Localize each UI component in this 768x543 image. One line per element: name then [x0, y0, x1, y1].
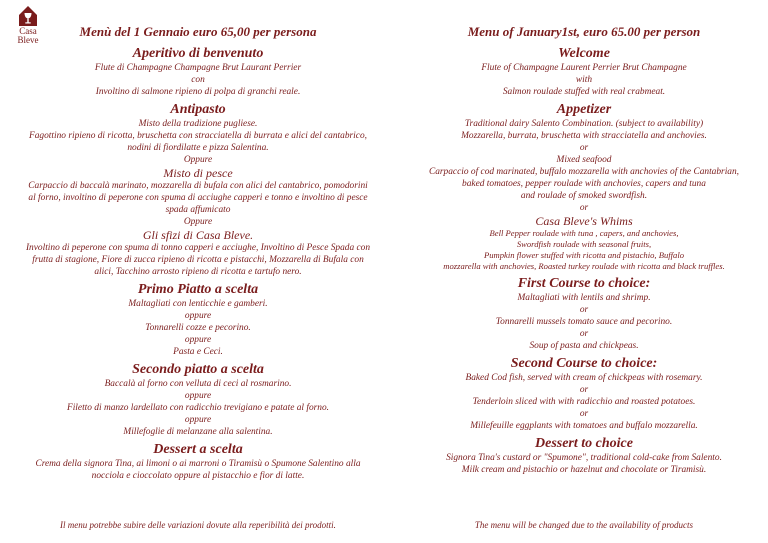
menu-title: Menù del 1 Gennaio euro 65,00 per persona	[79, 24, 317, 39]
sub-heading-misto-di-pesce: Misto di pesce	[163, 166, 233, 180]
menu-line: Flute of Champagne Laurent Perrier Brut Champagne	[481, 63, 687, 73]
menu-line: oppure	[184, 311, 212, 321]
menu-line: Involtino di peperone con spuma di tonno capperi e acciughe, Involtino di Pesce Spada con	[25, 243, 371, 253]
menu-line: Carpaccio di baccalà marinato, mozzarella di bufala con alici del cantabrico, pomodorini	[28, 181, 368, 191]
menu-line: oppure	[184, 391, 212, 401]
section-heading-dessert: Dessert to choice	[535, 436, 633, 451]
menu-line: Millefeuille eggplants with tomatoes and buffalo mozzarella.	[470, 421, 698, 431]
menu-line: Pasta e Ceci.	[173, 347, 223, 357]
menu-line: Tenderloin sliced with with radicchio and roasted potatoes.	[472, 397, 696, 407]
menu-line: or	[579, 203, 589, 213]
menu-line: Bell Pepper roulade with tuna , capers, and anchovies,	[489, 228, 679, 238]
footer-note-italian: Il menu potrebbe subire delle variazioni dovute alla reperibilità dei prodotti.	[60, 520, 336, 530]
menu-line: oppure	[184, 415, 212, 425]
section-heading-first-course: First Course to choice:	[517, 276, 651, 291]
menu-line: or	[579, 329, 589, 339]
section-heading-secondo: Secondo piatto a scelta	[132, 362, 264, 377]
menu-line: Misto della tradizione pugliese.	[138, 119, 258, 129]
menu-line: Oppure	[183, 155, 213, 165]
menu-line: oppure	[184, 335, 212, 345]
menu-line: Tonnarelli mussels tomato sauce and pecorino.	[495, 317, 673, 327]
menu-line: Salmon roulade stuffed with real crabmeat.	[502, 87, 666, 97]
menu-english	[408, 22, 760, 476]
section-heading-appetizer: Appetizer	[556, 102, 612, 117]
menu-line: Maltagliati con lenticchie e gamberi.	[128, 299, 268, 309]
menu-line: Mixed seafood	[556, 155, 612, 165]
section-heading-welcome: Welcome	[558, 46, 610, 61]
menu-title: Menu of January1st, euro 65.00 per person	[467, 24, 701, 39]
menu-line: alici, Tacchino arrosto ripieno di ricotta e tartufo nero.	[94, 267, 302, 277]
menu-line: or	[579, 143, 589, 153]
menu-line: al forno, involtino di peperone con spuma di acciughe capperi e tonno e involtino di pesce	[28, 193, 368, 203]
menu-line: and roulade of smoked swordfish.	[520, 191, 648, 201]
menu-line: Swordfish roulade with seasonal fruits,	[516, 239, 652, 249]
sub-heading-whims: Casa Bleve's Whims	[535, 214, 633, 228]
menu-line: Baked Cod fish, served with cream of chickpeas with rosemary.	[465, 373, 703, 383]
logo-text-casa: Casa	[19, 26, 37, 36]
section-heading-aperitivo: Aperitivo di benvenuto	[132, 46, 264, 61]
menu-line: con	[191, 75, 205, 85]
menu-line: Fagottino ripieno di ricotta, bruschetta con stracciatella di burrata e alici del cantabrico,	[29, 131, 367, 141]
section-heading-antipasto: Antipasto	[170, 102, 226, 117]
menu-line: with	[575, 75, 593, 85]
menu-italian	[8, 22, 388, 482]
menu-line: Oppure	[183, 217, 213, 227]
menu-line: Baccalà al forno con velluta di ceci al rosmarino.	[104, 379, 292, 389]
menu-line: Filetto di manzo lardellato con radicchio trevigiano e patate al forno.	[66, 403, 330, 413]
menu-line: Milk cream and pistachio or hazelnut and chocolate or Tiramisù.	[461, 465, 707, 475]
menu-line: Involtino di salmone ripieno di polpa di granchi reale.	[95, 87, 301, 97]
sub-heading-sfizi: Gli sfizi di Casa Bleve.	[142, 228, 254, 242]
menu-line: Millefoglie di melanzane alla salentina.	[123, 427, 273, 437]
footer-note-english: The menu will be changed due to the availability of products	[474, 520, 694, 530]
menu-line: Crema della signora Tina, ai limoni o ai marroni o Tiramisù o Spumone Salentino alla	[35, 459, 361, 469]
menu-line: or	[579, 305, 589, 315]
menu-line: or	[579, 385, 589, 395]
section-heading-second-course: Second Course to choice:	[510, 356, 658, 371]
logo-text-bleve: Bleve	[17, 35, 39, 45]
menu-line: Soup of pasta and chickpeas.	[529, 341, 639, 351]
menu-line: baked tomatoes, pepper roulade with anchovies, capers and tuna	[462, 179, 706, 189]
menu-line: Mozzarella, burrata, bruschetta with stracciatella and anchovies.	[461, 131, 707, 141]
menu-line: Maltagliati with lentils and shrimp.	[517, 293, 651, 303]
menu-line: Pumpkin flower stuffed with ricotta and pistachio, Buffalo	[483, 250, 685, 260]
menu-line: Tonnarelli cozze e pecorino.	[145, 323, 251, 333]
section-heading-primo: Primo Piatto a scelta	[137, 282, 259, 297]
menu-line: Flute di Champagne Champagne Brut Laurant Perrier	[94, 63, 302, 73]
menu-line: nodini di fiordilatte e pizza Salentina.	[127, 143, 269, 153]
menu-line: Carpaccio of cod marinated, buffalo mozzarella with anchovies of the Cantabrian,	[428, 167, 740, 177]
section-heading-dessert: Dessert a scelta	[153, 442, 243, 457]
menu-line: nocciola e cioccolato oppure al pistacchio e fior di latte.	[91, 471, 305, 481]
menu-line: or	[579, 409, 589, 419]
menu-line: Signora Tina's custard or "Spumone", traditional cold-cake from Salento.	[446, 453, 722, 463]
menu-line: Traditional dairy Salento Combination. (subject to availability)	[464, 119, 704, 129]
menu-line: mozzarella with anchovies, Roasted turkey roulade with ricotta and black truffles.	[443, 261, 725, 271]
menu-line: frutta di stagione, Fiore di zucca ripieno di ricotta e pistacchi, Mozzarella di Bufala con	[32, 255, 364, 265]
menu-line: spada affumicato	[165, 205, 231, 215]
